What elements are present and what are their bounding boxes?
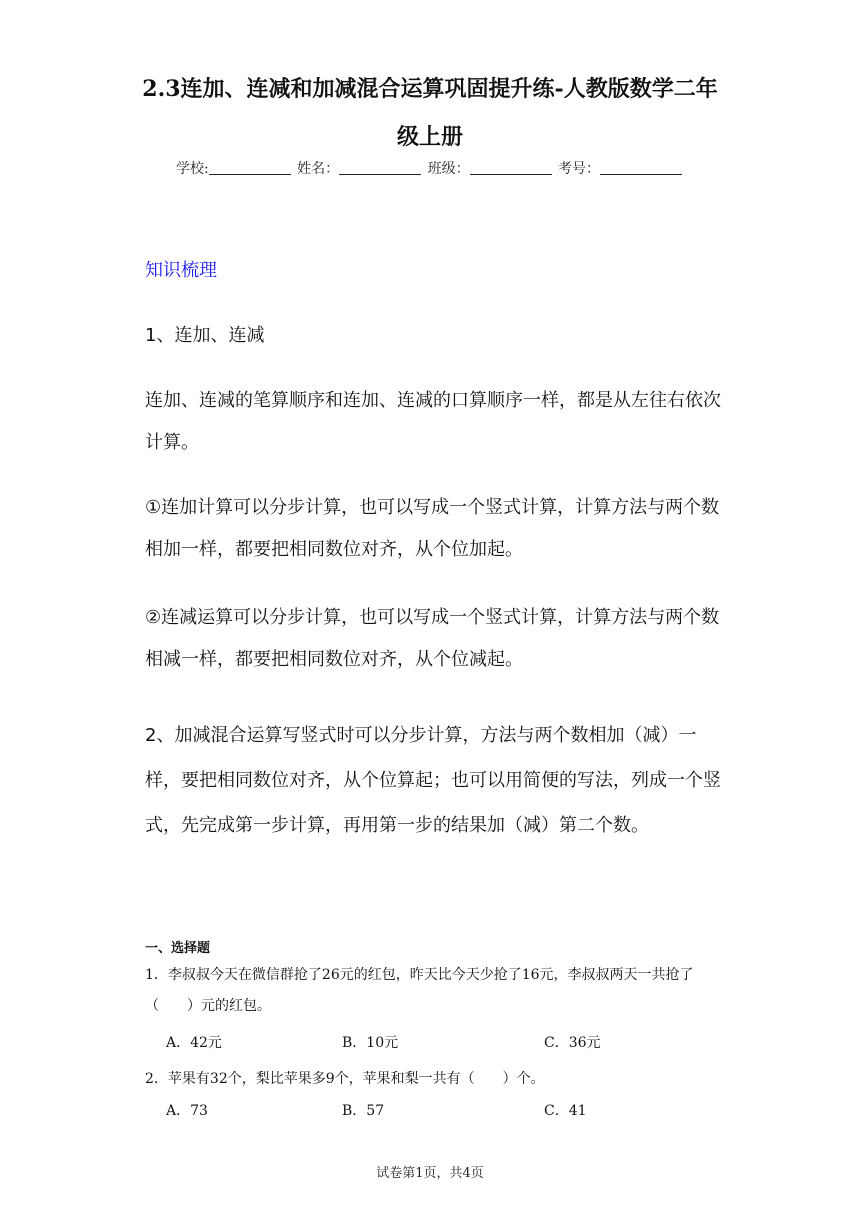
name-blank[interactable] [339, 160, 421, 175]
question-2-options [166, 1100, 726, 1120]
school-blank[interactable] [209, 160, 291, 175]
option-c[interactable]: C．41 [544, 1103, 587, 1119]
knowledge-item1-title: 1、连加、连减 [145, 325, 265, 346]
student-info-line [0, 158, 860, 178]
option-c[interactable]: C．36元 [544, 1035, 601, 1051]
page-footer: 试卷第1页，共4页 [376, 1166, 484, 1181]
knowledge-item2: 2、加减混合运算写竖式时可以分步计算，方法与两个数相加（减）一样，要把相同数位对齐，从个位算起；也可以用简便的写法，列成一个竖式，先完成第一步计算，再用第一步的结果加（减）第二个数。 [145, 725, 721, 836]
question-1-options [166, 1032, 726, 1052]
class-blank[interactable] [470, 160, 552, 175]
exam-no-blank[interactable] [600, 160, 682, 175]
knowledge-item1-point1: ①连加计算可以分步计算，也可以写成一个竖式计算，计算方法与两个数相加一样，都要把相同数位对齐，从个位加起。 [145, 497, 720, 560]
school-label: 学校: [175, 161, 209, 177]
question-1: 1．李叔叔今天在微信群抢了26元的红包，昨天比今天少抢了16元，李叔叔两天一共抢了（ ）元的红包。 [145, 967, 694, 1014]
option-a[interactable]: A．73 [166, 1103, 208, 1119]
option-b[interactable]: B．10元 [342, 1035, 399, 1051]
name-label: 姓名： [297, 161, 340, 177]
knowledge-item1-point2: ②连减运算可以分步计算，也可以写成一个竖式计算，计算方法与两个数相减一样，都要把相同数位对齐，从个位减起。 [145, 607, 720, 670]
class-label: 班级： [427, 161, 470, 177]
knowledge-heading: 知识梳理 [145, 260, 217, 281]
page-title: 2.3连加、连减和加减混合运算巩固提升练-人教版数学二年 [142, 76, 718, 102]
option-b[interactable]: B．57 [342, 1103, 385, 1119]
question-2: 2．苹果有32个，梨比苹果多9个，苹果和梨一共有（ ）个。 [145, 1071, 545, 1087]
knowledge-item1-desc: 连加、连减的笔算顺序和连加、连减的口算顺序一样，都是从左往右依次计算。 [145, 390, 721, 453]
exam-no-label: 考号： [558, 161, 601, 177]
section-heading-choice: 一、选择题 [145, 941, 211, 956]
option-a[interactable]: A．42元 [166, 1035, 222, 1051]
page-title-continued: 级上册 [396, 124, 463, 150]
